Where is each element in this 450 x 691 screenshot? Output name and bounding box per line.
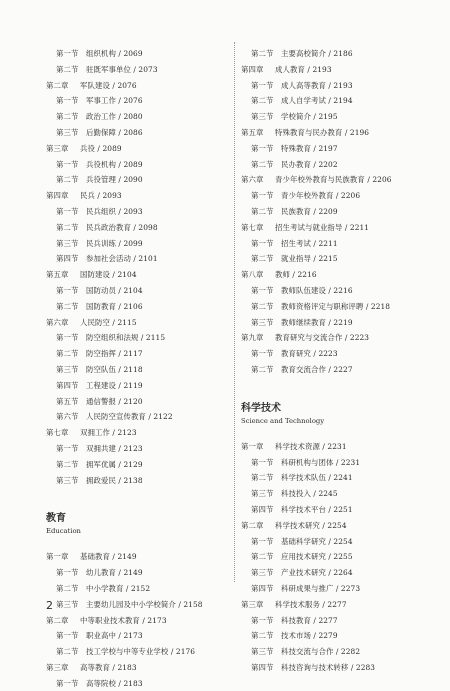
toc-section-entry [46,172,231,188]
toc-entry-title: 国防动员 / 2104 [86,285,143,295]
toc-entry-title: 国防建设 / 2104 [80,270,137,280]
toc-section-entry [241,455,416,471]
toc-entry-title: 教师 / 2216 [275,270,317,280]
toc-entry-number: 第九章 [241,333,264,343]
toc-entry-title: 人民防空 / 2115 [80,317,137,327]
toc-entry-number: 第三节 [251,568,274,578]
toc-entry-number: 第二节 [56,175,79,185]
toc-section-entry [241,157,416,173]
toc-section-entry [241,549,416,565]
toc-section-entry [241,502,416,518]
toc-entry-title: 中等职业技术教育 / 2173 [80,615,167,625]
toc-section-entry [241,660,416,676]
toc-entry-number: 第三节 [251,112,274,122]
toc-entry-title: 人民防空宣传教育 / 2122 [86,412,173,422]
toc-entry-title: 军队建设 / 2076 [80,80,137,90]
toc-entry-number: 第二节 [56,112,79,122]
toc-entry-number: 第四节 [251,583,274,593]
toc-entry-number: 第一节 [251,80,274,90]
toc-section-entry [46,394,231,410]
toc-entry-title: 国防教育 / 2106 [86,301,143,311]
toc-section-entry [46,565,231,581]
toc-section-entry [241,486,416,502]
toc-entry-title: 科学技术研究 / 2254 [275,520,347,530]
toc-entry-title: 特殊教育与民办教育 / 2196 [275,127,370,137]
toc-entry-number: 第五章 [241,127,264,137]
toc-section-entry [241,141,416,157]
toc-entry-number: 第三节 [251,647,274,657]
toc-entry-number: 第一节 [251,191,274,201]
toc-section-entry [46,299,231,315]
toc-section-entry [241,78,416,94]
toc-entry-number: 第二章 [46,80,69,90]
toc-entry-number: 第二节 [251,631,274,641]
toc-chapter-entry [241,597,416,613]
toc-entry-title: 科学技术服务 / 2277 [275,599,347,609]
toc-entry-number: 第三节 [56,238,79,248]
toc-entry-title: 特殊教育 / 2197 [281,143,338,153]
toc-chapter-entry [241,62,416,78]
toc-entry-title: 成人高等教育 / 2193 [281,80,353,90]
toc-section-entry [241,109,416,125]
toc-entry-title: 产业技术研究 / 2264 [281,568,353,578]
toc-section-entry [46,283,231,299]
toc-entry-title: 技术市场 / 2279 [281,631,338,641]
toc-section-entry [46,457,231,473]
toc-section-entry [46,204,231,220]
toc-entry-number: 第二节 [56,459,79,469]
toc-section-entry [46,251,231,267]
toc-entry-title: 防空指挥 / 2117 [86,349,143,359]
toc-entry-number: 第一节 [56,333,79,343]
toc-entry-title: 民兵训练 / 2099 [86,238,143,248]
toc-entry-number: 第三章 [46,662,69,672]
toc-entry-number: 第一节 [56,443,79,453]
toc-section-entry [241,315,416,331]
toc-section-entry [46,473,231,489]
toc-entry-title: 民兵组织 / 2093 [86,206,143,216]
toc-chapter-entry [46,141,231,157]
toc-entry-title: 科研机构与团体 / 2231 [281,457,361,467]
toc-entry-title: 教育研究与交流合作 / 2223 [275,333,370,343]
toc-chapter-entry [241,330,416,346]
toc-entry-number: 第三节 [56,364,79,374]
toc-entry-number: 第五节 [56,396,79,406]
toc-entry-title: 职业高中 / 2173 [86,631,143,641]
toc-entry-number: 第一节 [56,285,79,295]
toc-entry-title: 青少年校外教育与民族教育 / 2206 [275,175,392,185]
toc-entry-title: 防空组织和法规 / 2115 [86,333,166,343]
toc-section-entry [46,125,231,141]
toc-entry-number: 第一节 [56,159,79,169]
toc-entry-title: 科学技术队伍 / 2241 [281,473,353,483]
toc-entry-title: 兵役管理 / 2090 [86,175,143,185]
toc-entry-title: 高等教育 / 2183 [80,662,137,672]
toc-chapter-entry [46,315,231,331]
toc-section-entry [241,93,416,109]
toc-entry-number: 第二节 [56,647,79,657]
toc-entry-number: 第二章 [46,615,69,625]
toc-entry-title: 驻既军事单位 / 2073 [86,64,158,74]
toc-entry-number: 第三节 [56,127,79,137]
toc-entry-title: 基础科学研究 / 2254 [281,536,353,546]
toc-entry-number: 第八章 [241,270,264,280]
toc-entry-number: 第四节 [56,254,79,264]
toc-entry-number: 第三章 [46,143,69,153]
toc-entry-title: 科技投入 / 2245 [281,489,338,499]
toc-entry-title: 科学技术资源 / 2231 [275,441,347,451]
toc-section-entry [46,628,231,644]
toc-entry-number: 第三节 [56,599,79,609]
toc-section-entry [46,109,231,125]
toc-chapter-entry [241,125,416,141]
toc-entry-title: 组织机构 / 2069 [86,49,143,58]
toc-section-entry [46,597,231,613]
toc-entry-title: 主要幼儿园及中小学校简介 / 2158 [86,599,203,609]
toc-entry-title: 技工学校与中等专业学校 / 2176 [86,647,196,657]
toc-entry-number: 第一节 [251,536,274,546]
toc-section-entry [241,534,416,550]
toc-entry-title: 工程建设 / 2119 [86,380,143,390]
toc-entry-title: 成人教育 / 2193 [275,64,332,74]
toc-entry-title: 科研成果与推广 / 2273 [281,583,361,593]
toc-chapter-entry [241,220,416,236]
toc-entry-number: 第一节 [56,49,79,58]
toc-entry-number: 第二节 [56,64,79,74]
toc-entry-title: 教师继续教育 / 2219 [281,317,353,327]
toc-entry-number: 第二节 [251,159,274,169]
toc-entry-title: 教师资格评定与职称评聘 / 2218 [281,301,391,311]
toc-section-entry [241,299,416,315]
toc-entry-number: 第一节 [251,238,274,248]
toc-entry-number: 第一节 [251,285,274,295]
toc-chapter-entry [241,172,416,188]
toc-entry-number: 第一章 [46,552,69,562]
toc-entry-number: 第一节 [56,678,79,688]
toc-entry-number: 第一节 [251,615,274,625]
toc-entry-number: 第六节 [56,412,79,422]
toc-section-entry [241,470,416,486]
toc-entry-number: 第一节 [56,206,79,216]
toc-entry-number: 第一节 [56,568,79,578]
toc-chapter-entry [46,78,231,94]
toc-entry-title: 科技教育 / 2277 [281,615,338,625]
toc-entry-title: 双拥共建 / 2123 [86,443,143,453]
toc-entry-title: 就业指导 / 2215 [281,254,338,264]
toc-entry-title: 双拥工作 / 2123 [80,428,137,438]
section-title-science: 科学技术 [241,402,281,414]
section-subtitle-science: Science and Technology [241,416,325,425]
toc-section-entry [241,251,416,267]
toc-entry-number: 第三章 [241,599,264,609]
toc-entry-number: 第三节 [251,489,274,499]
toc-section-entry [46,220,231,236]
toc-entry-number: 第二节 [251,364,274,374]
toc-entry-title: 教育交流合作 / 2227 [281,364,353,374]
right-column [241,46,416,676]
toc-entry-title: 教育研究 / 2223 [281,349,338,359]
column-divider [234,42,235,582]
toc-entry-title: 后勤保障 / 2086 [86,127,143,137]
toc-section-entry [241,283,416,299]
toc-chapter-entry [241,518,416,534]
toc-section-entry [46,581,231,597]
toc-entry-number: 第一节 [56,631,79,641]
toc-entry-title: 成人自学考试 / 2194 [281,96,353,106]
toc-section-entry [46,157,231,173]
toc-section-entry [241,46,416,62]
toc-entry-number: 第二节 [251,301,274,311]
toc-entry-title: 应用技术研究 / 2255 [281,552,353,562]
toc-entry-number: 第二节 [251,473,274,483]
toc-entry-title: 青少年校外教育 / 2206 [281,191,361,201]
toc-entry-number: 第六章 [241,175,264,185]
section-title-education: 教育 [46,513,66,525]
toc-section-entry [46,62,231,78]
toc-entry-number: 第二章 [241,520,264,530]
toc-chapter-entry [46,188,231,204]
toc-entry-number: 第七章 [241,222,264,232]
toc-chapter-entry [46,613,231,629]
toc-entry-number: 第四节 [56,380,79,390]
toc-entry-number: 第二节 [251,254,274,264]
toc-section-entry [46,362,231,378]
toc-entry-number: 第二节 [56,222,79,232]
toc-entry-title: 民族教育 / 2209 [281,206,338,216]
toc-entry-title: 主要高校简介 / 2186 [281,49,353,58]
toc-entry-title: 教师队伍建设 / 2216 [281,285,353,295]
toc-entry-number: 第二节 [251,49,274,58]
page-number: 2 [46,599,53,612]
toc-chapter-entry [46,660,231,676]
toc-section-entry [46,330,231,346]
toc-entry-number: 第二节 [56,349,79,359]
toc-entry-title: 军事工作 / 2076 [86,96,143,106]
toc-chapter-entry [46,549,231,565]
toc-entry-title: 招生考试与就业指导 / 2211 [275,222,370,232]
toc-section-entry [46,644,231,660]
toc-entry-number: 第二节 [56,301,79,311]
toc-entry-title: 学校简介 / 2195 [281,112,338,122]
toc-section-entry [241,204,416,220]
toc-entry-title: 防空队伍 / 2118 [86,364,143,374]
toc-entry-number: 第一节 [251,349,274,359]
toc-entry-number: 第七章 [46,428,69,438]
left-toc-list [46,46,231,488]
toc-section-entry [241,565,416,581]
toc-entry-title: 高等院校 / 2183 [86,678,143,688]
left-column [46,46,231,691]
toc-entry-title: 民办教育 / 2202 [281,159,338,169]
toc-entry-title: 拥政爱民 / 2138 [86,475,143,485]
toc-entry-number: 第三节 [56,475,79,485]
education-section [46,512,231,691]
toc-entry-title: 中小学教育 / 2152 [86,583,151,593]
toc-entry-title: 通信警报 / 2120 [86,396,143,406]
toc-entry-number: 第一节 [251,143,274,153]
toc-section-entry [241,236,416,252]
toc-entry-number: 第三节 [251,317,274,327]
toc-section-entry [46,236,231,252]
toc-entry-title: 科学技术平台 / 2251 [281,504,353,514]
toc-section-entry [46,346,231,362]
toc-entry-number: 第四章 [241,64,264,74]
toc-entry-number: 第二节 [251,552,274,562]
toc-entry-title: 参加社会活动 / 2101 [86,254,158,264]
toc-section-entry [46,378,231,394]
toc-entry-number: 第一节 [251,457,274,467]
toc-section-entry [46,46,231,62]
toc-entry-number: 第四节 [251,662,274,672]
toc-entry-number: 第一章 [241,441,264,451]
toc-section-entry [241,628,416,644]
toc-entry-number: 第四节 [251,504,274,514]
science-section [241,402,416,676]
toc-section-entry [241,644,416,660]
toc-chapter-entry [46,425,231,441]
toc-entry-number: 第二节 [251,96,274,106]
toc-entry-number: 第一节 [56,96,79,106]
section-subtitle-education: Education [46,527,81,536]
right-toc-list [241,46,416,378]
toc-chapter-entry [241,267,416,283]
toc-entry-number: 第六章 [46,317,69,327]
toc-entry-title: 招生考试 / 2211 [281,238,338,248]
toc-section-entry [241,613,416,629]
toc-section-entry [241,188,416,204]
toc-entry-number: 第四章 [46,191,69,201]
toc-section-entry [241,581,416,597]
toc-chapter-entry [241,439,416,455]
toc-section-entry [241,346,416,362]
toc-entry-number: 第二节 [56,583,79,593]
toc-entry-number: 第二节 [251,206,274,216]
science-toc-list [241,439,416,676]
toc-entry-title: 政治工作 / 2080 [86,112,143,122]
education-toc-list [46,549,231,691]
toc-entry-title: 科技咨询与技术转移 / 2283 [281,662,376,672]
toc-section-entry [241,362,416,378]
toc-entry-title: 基础教育 / 2149 [80,552,137,562]
toc-entry-title: 民兵 / 2093 [80,191,122,201]
toc-entry-title: 拥军优属 / 2129 [86,459,143,469]
toc-entry-title: 兵役 / 2089 [80,143,122,153]
toc-entry-title: 民兵政治教育 / 2098 [86,222,158,232]
toc-entry-title: 幼儿教育 / 2149 [86,568,143,578]
toc-section-entry [46,409,231,425]
toc-entry-title: 科技交流与合作 / 2282 [281,647,361,657]
toc-entry-title: 兵役机构 / 2089 [86,159,143,169]
toc-section-entry [46,676,231,691]
toc-entry-number: 第五章 [46,270,69,280]
toc-section-entry [46,441,231,457]
toc-section-entry [46,93,231,109]
toc-chapter-entry [46,267,231,283]
